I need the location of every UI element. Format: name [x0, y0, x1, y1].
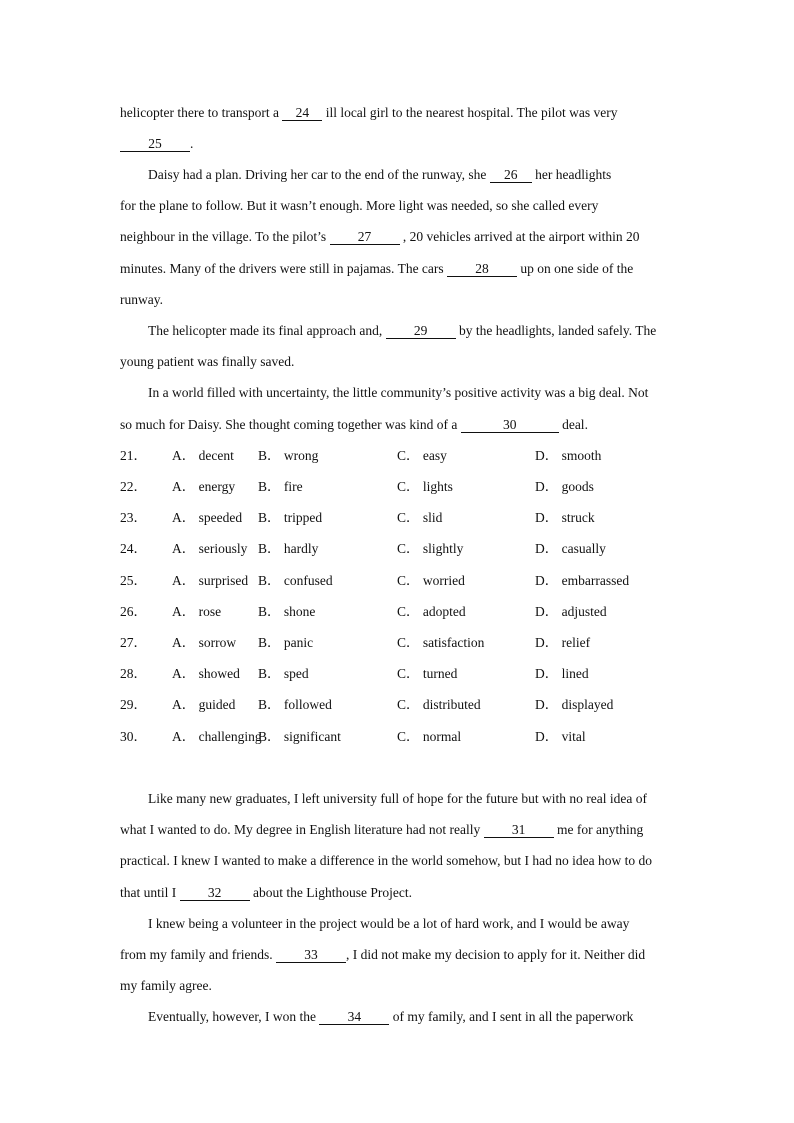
- option-b: B． shone: [258, 604, 316, 619]
- option-d: D． goods: [535, 479, 594, 494]
- passage-line: [120, 105, 618, 121]
- passage-line: [120, 853, 652, 869]
- question-number: 23．: [120, 510, 147, 525]
- option-a: A． challenging: [172, 729, 262, 744]
- answer-blank-24: 24: [282, 106, 322, 121]
- passage-text: about the Lighthouse Project.: [249, 885, 412, 900]
- option-d: D． casually: [535, 541, 606, 556]
- answer-blank-29: 29: [386, 324, 456, 339]
- answer-blank-28: 28: [447, 262, 517, 277]
- option-c: C． satisfaction: [397, 635, 485, 650]
- passage-text: so much for Daisy. She thought coming together was kind of a: [120, 417, 461, 432]
- passage-line: [148, 916, 629, 932]
- option-c: C． easy: [397, 448, 447, 463]
- passage-text: , 20 vehicles arrived at the airport within 20: [399, 229, 640, 244]
- passage-line: [120, 198, 598, 214]
- option-a: A． decent: [172, 448, 234, 463]
- passage-text: practical. I knew I wanted to make a difference in the world somehow, but I had no idea how to do: [120, 853, 652, 868]
- question-number: 29．: [120, 697, 147, 712]
- passage-line: [120, 947, 645, 963]
- option-d: D． lined: [535, 666, 589, 681]
- answer-blank-27: 27: [330, 230, 400, 245]
- passage-text: deal.: [558, 417, 588, 432]
- passage-line: [148, 167, 611, 183]
- passage-text: of my family, and I sent in all the paperwork: [389, 1009, 634, 1024]
- answer-blank-30: 30: [461, 418, 559, 433]
- question-number: 27．: [120, 635, 147, 650]
- answer-blank-33: 33: [276, 948, 346, 963]
- option-c: C． distributed: [397, 697, 481, 712]
- option-b: B． fire: [258, 479, 303, 494]
- answer-blank-31: 31: [484, 823, 554, 838]
- passage-text: Eventually, however, I won the: [148, 1009, 320, 1024]
- option-a: A． seriously: [172, 541, 248, 556]
- option-b: B． tripped: [258, 510, 323, 525]
- option-d: D． embarrassed: [535, 573, 630, 588]
- passage-text: that until I: [120, 885, 180, 900]
- option-c: C． slid: [397, 510, 443, 525]
- option-a: A． speeded: [172, 510, 243, 525]
- passage-text: In a world filled with uncertainty, the little community’s positive activity was a big deal. Not: [148, 385, 649, 400]
- passage-text: my family agree.: [120, 978, 212, 993]
- passage-line: [120, 978, 212, 994]
- passage-line: [120, 354, 294, 370]
- option-d: D． relief: [535, 635, 591, 650]
- option-a: A． rose: [172, 604, 222, 619]
- option-d: D． vital: [535, 729, 586, 744]
- passage-text: young patient was finally saved.: [120, 354, 295, 369]
- option-a: A． surprised: [172, 573, 249, 588]
- passage-text: for the plane to follow. But it wasn’t enough. More light was needed, so she called every: [120, 198, 599, 213]
- question-number: 22．: [120, 479, 147, 494]
- passage-text: what I wanted to do. My degree in English literature had not really: [120, 822, 484, 837]
- passage-text: by the headlights, landed safely. The: [455, 323, 657, 338]
- passage-line: [148, 1009, 633, 1025]
- passage-line: [120, 822, 643, 838]
- option-b: B． panic: [258, 635, 314, 650]
- passage-line: [120, 885, 412, 901]
- passage-text: Like many new graduates, I left university full of hope for the future but with no real idea of: [148, 791, 647, 806]
- passage-text: from my family and friends.: [120, 947, 276, 962]
- passage-text: The helicopter made its final approach and,: [148, 323, 386, 338]
- option-d: D． struck: [535, 510, 595, 525]
- option-b: B． significant: [258, 729, 341, 744]
- option-b: B． confused: [258, 573, 333, 588]
- passage-line: [120, 136, 193, 152]
- option-c: C． worried: [397, 573, 465, 588]
- question-number: 24．: [120, 541, 147, 556]
- passage-text: her headlights: [531, 167, 612, 182]
- passage-text: minutes. Many of the drivers were still in pajamas. The cars: [120, 261, 448, 276]
- passage-text: .: [190, 136, 194, 151]
- option-c: C． lights: [397, 479, 453, 494]
- passage-text: neighbour in the village. To the pilot’s: [120, 229, 330, 244]
- passage-text: runway.: [120, 292, 163, 307]
- question-number: 28．: [120, 666, 147, 681]
- question-number: 25．: [120, 573, 147, 588]
- passage-text: , I did not make my decision to apply for it. Neither did: [345, 947, 646, 962]
- passage-text: Daisy had a plan. Driving her car to the end of the runway, she: [148, 167, 490, 182]
- option-c: C． turned: [397, 666, 458, 681]
- option-b: B． sped: [258, 666, 309, 681]
- passage-line: [120, 229, 639, 245]
- passage-text: me for anything: [553, 822, 644, 837]
- passage-line: [120, 417, 588, 433]
- question-number: 21．: [120, 448, 147, 463]
- option-c: C． normal: [397, 729, 462, 744]
- answer-blank-34: 34: [319, 1010, 389, 1025]
- passage-text: ill local girl to the nearest hospital. The pilot was very: [322, 105, 618, 120]
- option-a: A． showed: [172, 666, 240, 681]
- answer-blank-26: 26: [490, 168, 532, 183]
- option-d: D． smooth: [535, 448, 602, 463]
- option-c: C． slightly: [397, 541, 464, 556]
- option-b: B． followed: [258, 697, 332, 712]
- passage-line: [120, 261, 633, 277]
- option-c: C． adopted: [397, 604, 466, 619]
- option-a: A． guided: [172, 697, 236, 712]
- passage-line: [120, 292, 163, 308]
- passage-line: [148, 323, 656, 339]
- passage-line: [148, 791, 647, 807]
- option-a: A． sorrow: [172, 635, 237, 650]
- option-a: A． energy: [172, 479, 236, 494]
- question-number: 30．: [120, 729, 147, 744]
- passage-line: [148, 385, 648, 401]
- option-b: B． hardly: [258, 541, 319, 556]
- answer-blank-25: 25: [120, 137, 190, 152]
- passage-text: helicopter there to transport a: [120, 105, 283, 120]
- option-d: D． displayed: [535, 697, 614, 712]
- passage-text: up on one side of the: [517, 261, 634, 276]
- question-number: 26．: [120, 604, 147, 619]
- option-b: B． wrong: [258, 448, 319, 463]
- passage-text: I knew being a volunteer in the project would be a lot of hard work, and I would be away: [148, 916, 630, 931]
- answer-blank-32: 32: [180, 886, 250, 901]
- option-d: D． adjusted: [535, 604, 607, 619]
